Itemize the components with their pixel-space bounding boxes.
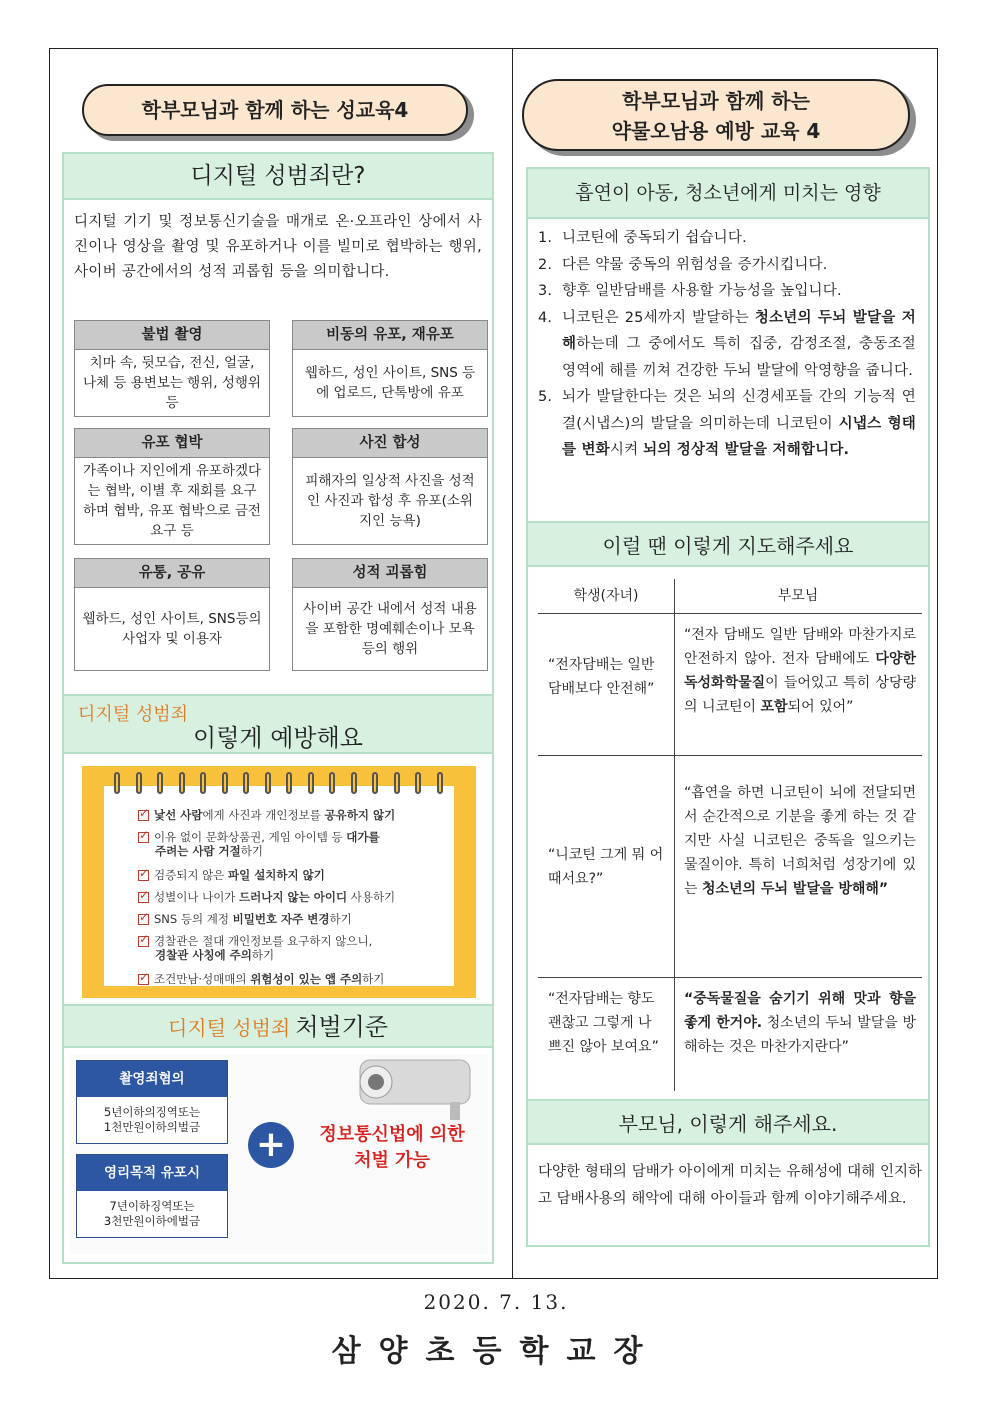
parent-text-part: 이 들어있고 특히 상당량의 니코틴이 (684, 675, 916, 715)
guide-title: 이럴 땐 이렇게 지도해주세요 (528, 521, 928, 567)
checklist-text: 경찰관 사칭에 주의 (155, 948, 252, 962)
student-cell: “전자담배는 일반 담배보다 안전해” (548, 657, 655, 697)
parent-advice-title: 부모님, 이렇게 해주세요. (528, 1099, 928, 1145)
checklist-text: 공유하지 않기 (324, 808, 396, 822)
parent-advice-text: 다양한 형태의 담배가 아이에게 미치는 유해성에 대해 인지하고 담배사용의 해악에 대해 아이들과 함께 이야기해주세요. (538, 1164, 922, 1207)
effect-item (538, 252, 916, 279)
crime-box-title: 비동의 유포, 재유포 (293, 321, 487, 350)
digital-crime-panel (62, 152, 494, 1264)
crime-box-photo-composite (292, 428, 488, 545)
punish-title: 처벌기준 (295, 1013, 389, 1041)
penalty-graphic (70, 1054, 488, 1254)
right-header-banner (522, 79, 910, 151)
checklist-item (138, 912, 352, 926)
checklist-text: 성별이나 나이가 (154, 890, 240, 904)
checklist-text: 낯선 사람 (154, 808, 203, 822)
law-line: 처벌 가능 (354, 1150, 430, 1171)
parent-cell (684, 781, 916, 901)
smoking-effects-title: 흡연이 아동, 청소년에게 미치는 영향 (528, 169, 928, 219)
checklist-text: 사용하기 (347, 890, 396, 904)
effect-text (562, 225, 916, 252)
smoking-effects-list (528, 219, 928, 464)
effect-text (562, 278, 916, 305)
checklist-text: 이유 없이 문화상품권, 게임 아이템 등 (154, 830, 347, 844)
effect-text-part: 니코틴은 25세까지 발달하는 (562, 309, 755, 326)
crime-box-body: 사이버 공간 내에서 성적 내용을 포함한 명예훼손이나 모욕 등의 행위 (303, 601, 477, 657)
parent-text-part: 청소년의 두뇌 발달을 방해하는 것은 마찬가지란다” (684, 1015, 916, 1055)
effect-number: 2. (538, 256, 553, 273)
checklist-text: 하기 (362, 972, 385, 986)
crime-box-title: 사진 합성 (293, 429, 487, 458)
col-student-header: 학생(자녀) (538, 579, 674, 614)
digital-crime-title: 디지털 성범죄란? (64, 154, 492, 200)
checklist-item (138, 830, 380, 844)
effect-number: 4. (538, 309, 553, 326)
crime-box-body: 가족이나 지인에게 유포하겠다는 협박, 이별 후 재회를 요구하며 협박, 유포 협박으로 금전 요구 등 (82, 463, 262, 539)
notebook-ring (200, 772, 206, 794)
crime-box-body: 피해자의 일상적 사진을 성적인 사진과 합성 후 유포(소위 지인 능욕) (305, 473, 475, 529)
notebook-ring (308, 772, 314, 794)
effect-text (562, 252, 916, 279)
effect-text-part: 다른 약물 중독의 위험성을 증가시킵니다. (562, 256, 828, 273)
effect-number: 3. (538, 283, 553, 299)
penalty-box-commercial (76, 1154, 228, 1238)
checklist-text: 드러나지 않는 아이디 (239, 890, 348, 904)
parent-text-part: “흡연을 하면 니코틴이 뇌에 전달되면서 순간적으로 기분을 좋게 하는 것 같지만 사실 니코틴은 중독을 일으키는 물질이야. 특히 너희처럼 성장기에 있는 (684, 785, 916, 897)
notebook-ring (394, 772, 400, 794)
checklist-item (138, 890, 395, 904)
crime-box-title: 유포 협박 (75, 429, 269, 458)
effect-text-part: 향후 일반담배를 사용할 가능성을 높입니다. (562, 283, 842, 299)
crime-box-title: 유통, 공유 (75, 559, 269, 588)
checklist-text: 에게 사진과 개인정보를 (202, 808, 325, 822)
right-header-line: 학부모님과 함께 하는 (622, 89, 810, 113)
penalty-line: 7년이하징역또는 (109, 1199, 195, 1213)
penalty-line: 1천만원이하의벌금 (103, 1120, 201, 1134)
effect-text (562, 384, 916, 464)
effect-text-part: 하는데 그 중에서도 특히 집중, 감정조절, 충동조절 영역에 해를 끼쳐 건강한 두뇌 발달에 악영향을 줍니다. (562, 336, 916, 379)
checklist-text: SNS 등의 계정 (154, 912, 233, 926)
notebook-ring (286, 772, 292, 794)
prevention-checklist (104, 786, 454, 986)
parent-text-part: 다양한 독성화학물질 (684, 651, 916, 691)
penalty-line: 3천만원이하에벌금 (103, 1214, 201, 1228)
parent-cell (684, 987, 916, 1059)
crime-box-sexual-harassment (292, 558, 488, 671)
checklist-text: 조건만남·성매매의 (154, 972, 251, 986)
penalty-title: 촬영죄혐의 (77, 1061, 227, 1097)
law-punish-text (302, 1122, 482, 1174)
effect-number: 5. (538, 389, 553, 405)
checklist-text: 주려는 사람 거절 (155, 844, 241, 858)
prevent-title: 이렇게 예방해요 (193, 724, 363, 752)
crime-box-illegal-filming (74, 320, 270, 417)
right-header-line: 약물오남용 예방 교육 4 (611, 119, 821, 143)
notebook-ring (351, 772, 357, 794)
parent-text-part: 포함 (760, 699, 788, 715)
effect-text-part: 청소년의 두뇌 발달을 저해 (562, 309, 916, 352)
effect-text (562, 305, 916, 385)
parent-text-part: “중독물질을 숨기기 위해 맛과 향을 좋게 한거야. (684, 991, 916, 1031)
crime-box-distribution (74, 558, 270, 671)
row-divider (538, 755, 922, 756)
parent-text-part: 되어 있어” (787, 699, 854, 715)
column-divider (512, 48, 513, 1279)
digital-crime-intro: 디지털 기기 및 정보통신기술을 매개로 온·오프라인 상에서 사진이나 영상을 촬영 및 유포하거나 이를 빌미로 협박하는 행위, 사이버 공간에서의 성적 괴롭힘 등을 의미합니다. (74, 214, 482, 280)
penalty-box-filming (76, 1060, 228, 1144)
prevent-subtitle: 디지털 성범죄 (78, 704, 189, 725)
notebook-ring (222, 772, 228, 794)
penalty-title: 영리목적 유포시 (77, 1155, 227, 1191)
checklist-text: 대가를 (346, 830, 380, 844)
penalty-detail (77, 1097, 227, 1143)
effect-number: 1. (538, 230, 553, 246)
crime-box-title: 성적 괴롭힘 (293, 559, 487, 588)
crime-box-body: 웹하드, 성인 사이트, SNS등의 사업자 및 이용자 (82, 611, 262, 647)
school-signature: 삼양초등학교장 (331, 1334, 661, 1369)
parent-text-part: 청소년의 두뇌 발달을 방해해” (701, 881, 889, 897)
document-date: 2020. 7. 13. (423, 1290, 569, 1314)
student-cell: “전자담배는 향도 괜찮고 그렇게 나쁘진 않아 보여요” (548, 991, 659, 1055)
checklist-item (138, 972, 384, 986)
crime-box-body: 치마 속, 뒷모습, 전신, 얼굴, 나체 등 용변보는 행위, 성행위 등 (83, 355, 261, 411)
notebook-ring (437, 772, 443, 794)
penalty-line: 5년이하의징역또는 (103, 1105, 201, 1119)
notebook-ring (136, 772, 142, 794)
effect-item (538, 305, 916, 385)
effect-text-part: 시켜 (609, 442, 644, 458)
checklist-item (138, 808, 395, 822)
checkbox-icon (138, 974, 149, 985)
effect-item (538, 384, 916, 464)
effect-text-part: 뇌의 정상적 발달을 저해합니다. (643, 442, 850, 458)
punish-subtitle: 디지털 성범죄 (167, 1016, 291, 1040)
effect-text-part: 뇌가 발달한다는 것은 뇌의 신경세포들 간의 기능적 연결(시냅스)의 발달을 의미하는데 니코틴이 (562, 389, 916, 432)
cctv-camera-icon (330, 1054, 480, 1120)
checkbox-icon (138, 914, 149, 925)
col-parent-header: 부모님 (674, 579, 922, 614)
effect-text-part: 시냅스 형태를 변화 (562, 415, 916, 458)
plus-icon: + (248, 1122, 294, 1168)
notebook-ring (372, 772, 378, 794)
row-divider (538, 977, 922, 978)
checklist-text: 경찰관은 절대 개인정보를 요구하지 않으니, (154, 934, 373, 948)
notebook-ring (329, 772, 335, 794)
checklist-item (155, 844, 263, 858)
effect-text-part: 니코틴에 중독되기 쉽습니다. (562, 230, 747, 246)
checklist-item (138, 868, 325, 882)
crime-box-spread-threat (74, 428, 270, 545)
smoking-panel (526, 167, 930, 1247)
checkbox-icon (138, 810, 149, 821)
parent-text-part: “전자 담배도 일반 담배와 마찬가지로 안전하지 않아. 전자 담배에도 (684, 627, 916, 667)
notebook-ring (114, 772, 120, 794)
checklist-text: 위험성이 있는 앱 주의 (250, 972, 363, 986)
checklist-text: 하기 (240, 844, 263, 858)
checkbox-icon (138, 832, 149, 843)
table-divider (674, 579, 675, 1091)
left-header-banner (82, 84, 468, 136)
parent-cell (684, 623, 916, 719)
checkbox-icon (138, 936, 149, 947)
notebook-ring (243, 772, 249, 794)
prevent-section-header (64, 694, 492, 754)
checklist-text: 비밀번호 자주 변경 (232, 912, 330, 926)
checklist-item (155, 948, 274, 962)
checklist-item (138, 934, 372, 948)
crime-box-body: 웹하드, 성인 사이트, SNS 등에 업로드, 단톡방에 유포 (304, 365, 476, 401)
law-line: 정보통신법에 의한 (319, 1124, 465, 1145)
checklist-text: 하기 (251, 948, 275, 962)
left-header-text: 학부모님과 함께 하는 성교육4 (141, 98, 409, 122)
checklist-text: 파일 설치하지 않기 (227, 868, 325, 882)
notebook-ring (415, 772, 421, 794)
crime-box-title: 불법 촬영 (75, 321, 269, 350)
checkbox-icon (138, 870, 149, 881)
checkbox-icon (138, 892, 149, 903)
crime-box-nonconsent-spread (292, 320, 488, 417)
checklist-text: 하기 (329, 912, 352, 926)
notebook-ring (157, 772, 163, 794)
checklist-text: 검증되지 않은 (154, 868, 228, 882)
student-cell: “니코틴 그게 뭐 어때서요?” (548, 847, 664, 887)
effect-item (538, 278, 916, 305)
notebook-ring (265, 772, 271, 794)
punish-section-header (64, 1004, 492, 1048)
penalty-detail (77, 1191, 227, 1237)
prevention-notebook (82, 766, 476, 998)
notebook-ring (179, 772, 185, 794)
effect-item (538, 225, 916, 252)
